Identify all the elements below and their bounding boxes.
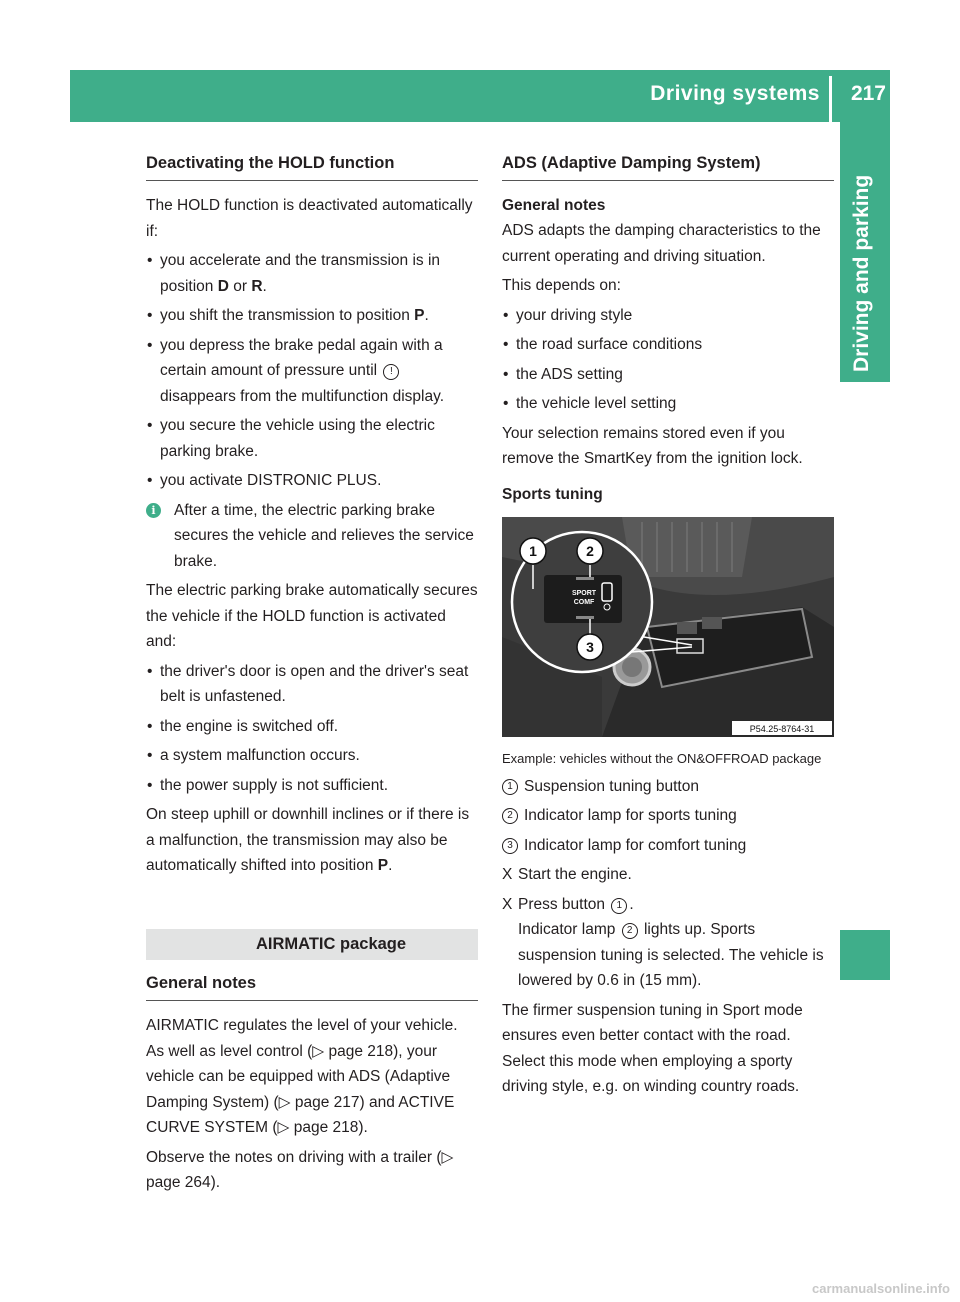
watermark: carmanualsonline.info: [812, 1281, 950, 1296]
callout-1: 1: [529, 542, 537, 559]
figure-caption: Example: vehicles without the ON&OFFROAD package: [502, 750, 822, 766]
step-item: X Start the engine.: [502, 862, 834, 888]
header-bar: [70, 70, 890, 122]
hold-heading: Deactivating the HOLD function: [146, 152, 478, 181]
label-comf: COMF: [573, 598, 595, 606]
list-item: • you activate DISTRONIC PLUS.: [146, 468, 478, 494]
airmatic-heading: AIRMATIC package: [146, 929, 478, 961]
info-icon: i: [146, 503, 161, 518]
list-item: • a system malfunction occurs.: [146, 743, 478, 769]
list-item: • the driver's door is open and the driver's seat belt is unfastened.: [146, 659, 478, 710]
list-item: • the engine is switched off.: [146, 714, 478, 740]
list-item: • you shift the transmission to position P.: [146, 303, 478, 329]
number-icon: 2: [622, 923, 638, 939]
list-item: • the ADS setting: [502, 362, 834, 388]
firmer-paragraph: The firmer suspension tuning in Sport mode ensures even better contact with the road. Select this mode when employing a sporty driving style, e.g. on winding country roads.: [502, 1001, 803, 1095]
list-item: • the road surface conditions: [502, 332, 834, 358]
callout-2: 2: [586, 542, 594, 559]
chapter-label: Driving and parking: [850, 174, 873, 372]
epb-intro: The electric parking brake automatically secures the vehicle if the HOLD function is activated and:: [146, 582, 478, 650]
legend-item: 1 Suspension tuning button: [502, 774, 834, 800]
section-title: Driving systems: [650, 82, 820, 105]
header-divider: [829, 76, 832, 122]
legend-item: 3 Indicator lamp for comfort tuning: [502, 833, 834, 859]
list-item: • you depress the brake pedal again with a certain amount of pressure until ! disappears from the multifunction display.: [146, 333, 478, 410]
number-icon: 3: [502, 838, 518, 854]
ads-stored-paragraph: Your selection remains stored even if you remove the SmartKey from the ignition lock.: [502, 424, 803, 467]
image-code: P54.25-8764-31: [749, 723, 815, 734]
general-notes-heading: General notes: [146, 972, 478, 1001]
right-column: [502, 152, 834, 1104]
step-item: X Press button 1 . Indicator lamp 2 lights up. Sports suspension tuning is selected. The vehicle is lowered by 0.6 in (15 mm).: [502, 892, 834, 994]
ads-depends: This depends on:: [502, 277, 621, 294]
left-column: [146, 152, 478, 1200]
ads-heading: ADS (Adaptive Damping System): [502, 152, 834, 181]
info-note: i After a time, the electric parking brake secures the vehicle and relieves the service brake.: [146, 498, 478, 575]
airmatic-paragraph: AIRMATIC regulates the level of your vehicle. As well as level control (▷ page 218), your vehicle can be equipped with ADS (Adaptive Damping System) (▷ page 217) and ACTIVE CURVE SYSTEM (▷ page 218).: [146, 1017, 458, 1136]
step-arrow-icon: X: [502, 895, 513, 913]
ads-paragraph: ADS adapts the damping characteristics to the current operating and driving situation.: [502, 222, 821, 265]
number-icon: 1: [502, 779, 518, 795]
list-item: • your driving style: [502, 303, 834, 329]
page-number: 217: [850, 82, 886, 105]
slope-paragraph: On steep uphill or downhill inclines or if there is a malfunction, the transmission may also be automatically shifted into position P.: [146, 806, 470, 874]
hold-intro: The HOLD function is deactivated automatically if:: [146, 197, 473, 240]
list-item: • you accelerate and the transmission is in position D or R.: [146, 248, 478, 299]
console-photo: [502, 517, 834, 737]
number-icon: 1: [611, 898, 627, 914]
legend-item: 2 Indicator lamp for sports tuning: [502, 803, 834, 829]
trailer-paragraph: Observe the notes on driving with a trailer (▷ page 264).: [146, 1148, 454, 1191]
step-arrow-icon: X: [502, 866, 513, 883]
display-symbol-icon: !: [383, 364, 399, 380]
list-item: • the power supply is not sufficient.: [146, 773, 478, 799]
callout-3: 3: [586, 638, 594, 655]
console-illustration: [502, 517, 834, 737]
number-icon: 2: [502, 808, 518, 824]
general-notes-subheading: General notes: [502, 197, 606, 214]
side-tab-marker: [840, 930, 890, 980]
side-chapter-tab: [840, 122, 890, 382]
label-sport: SPORT: [571, 589, 597, 597]
list-item: • you secure the vehicle using the electric parking brake.: [146, 413, 478, 464]
list-item: • the vehicle level setting: [502, 391, 834, 417]
sports-tuning-heading: Sports tuning: [502, 485, 603, 503]
